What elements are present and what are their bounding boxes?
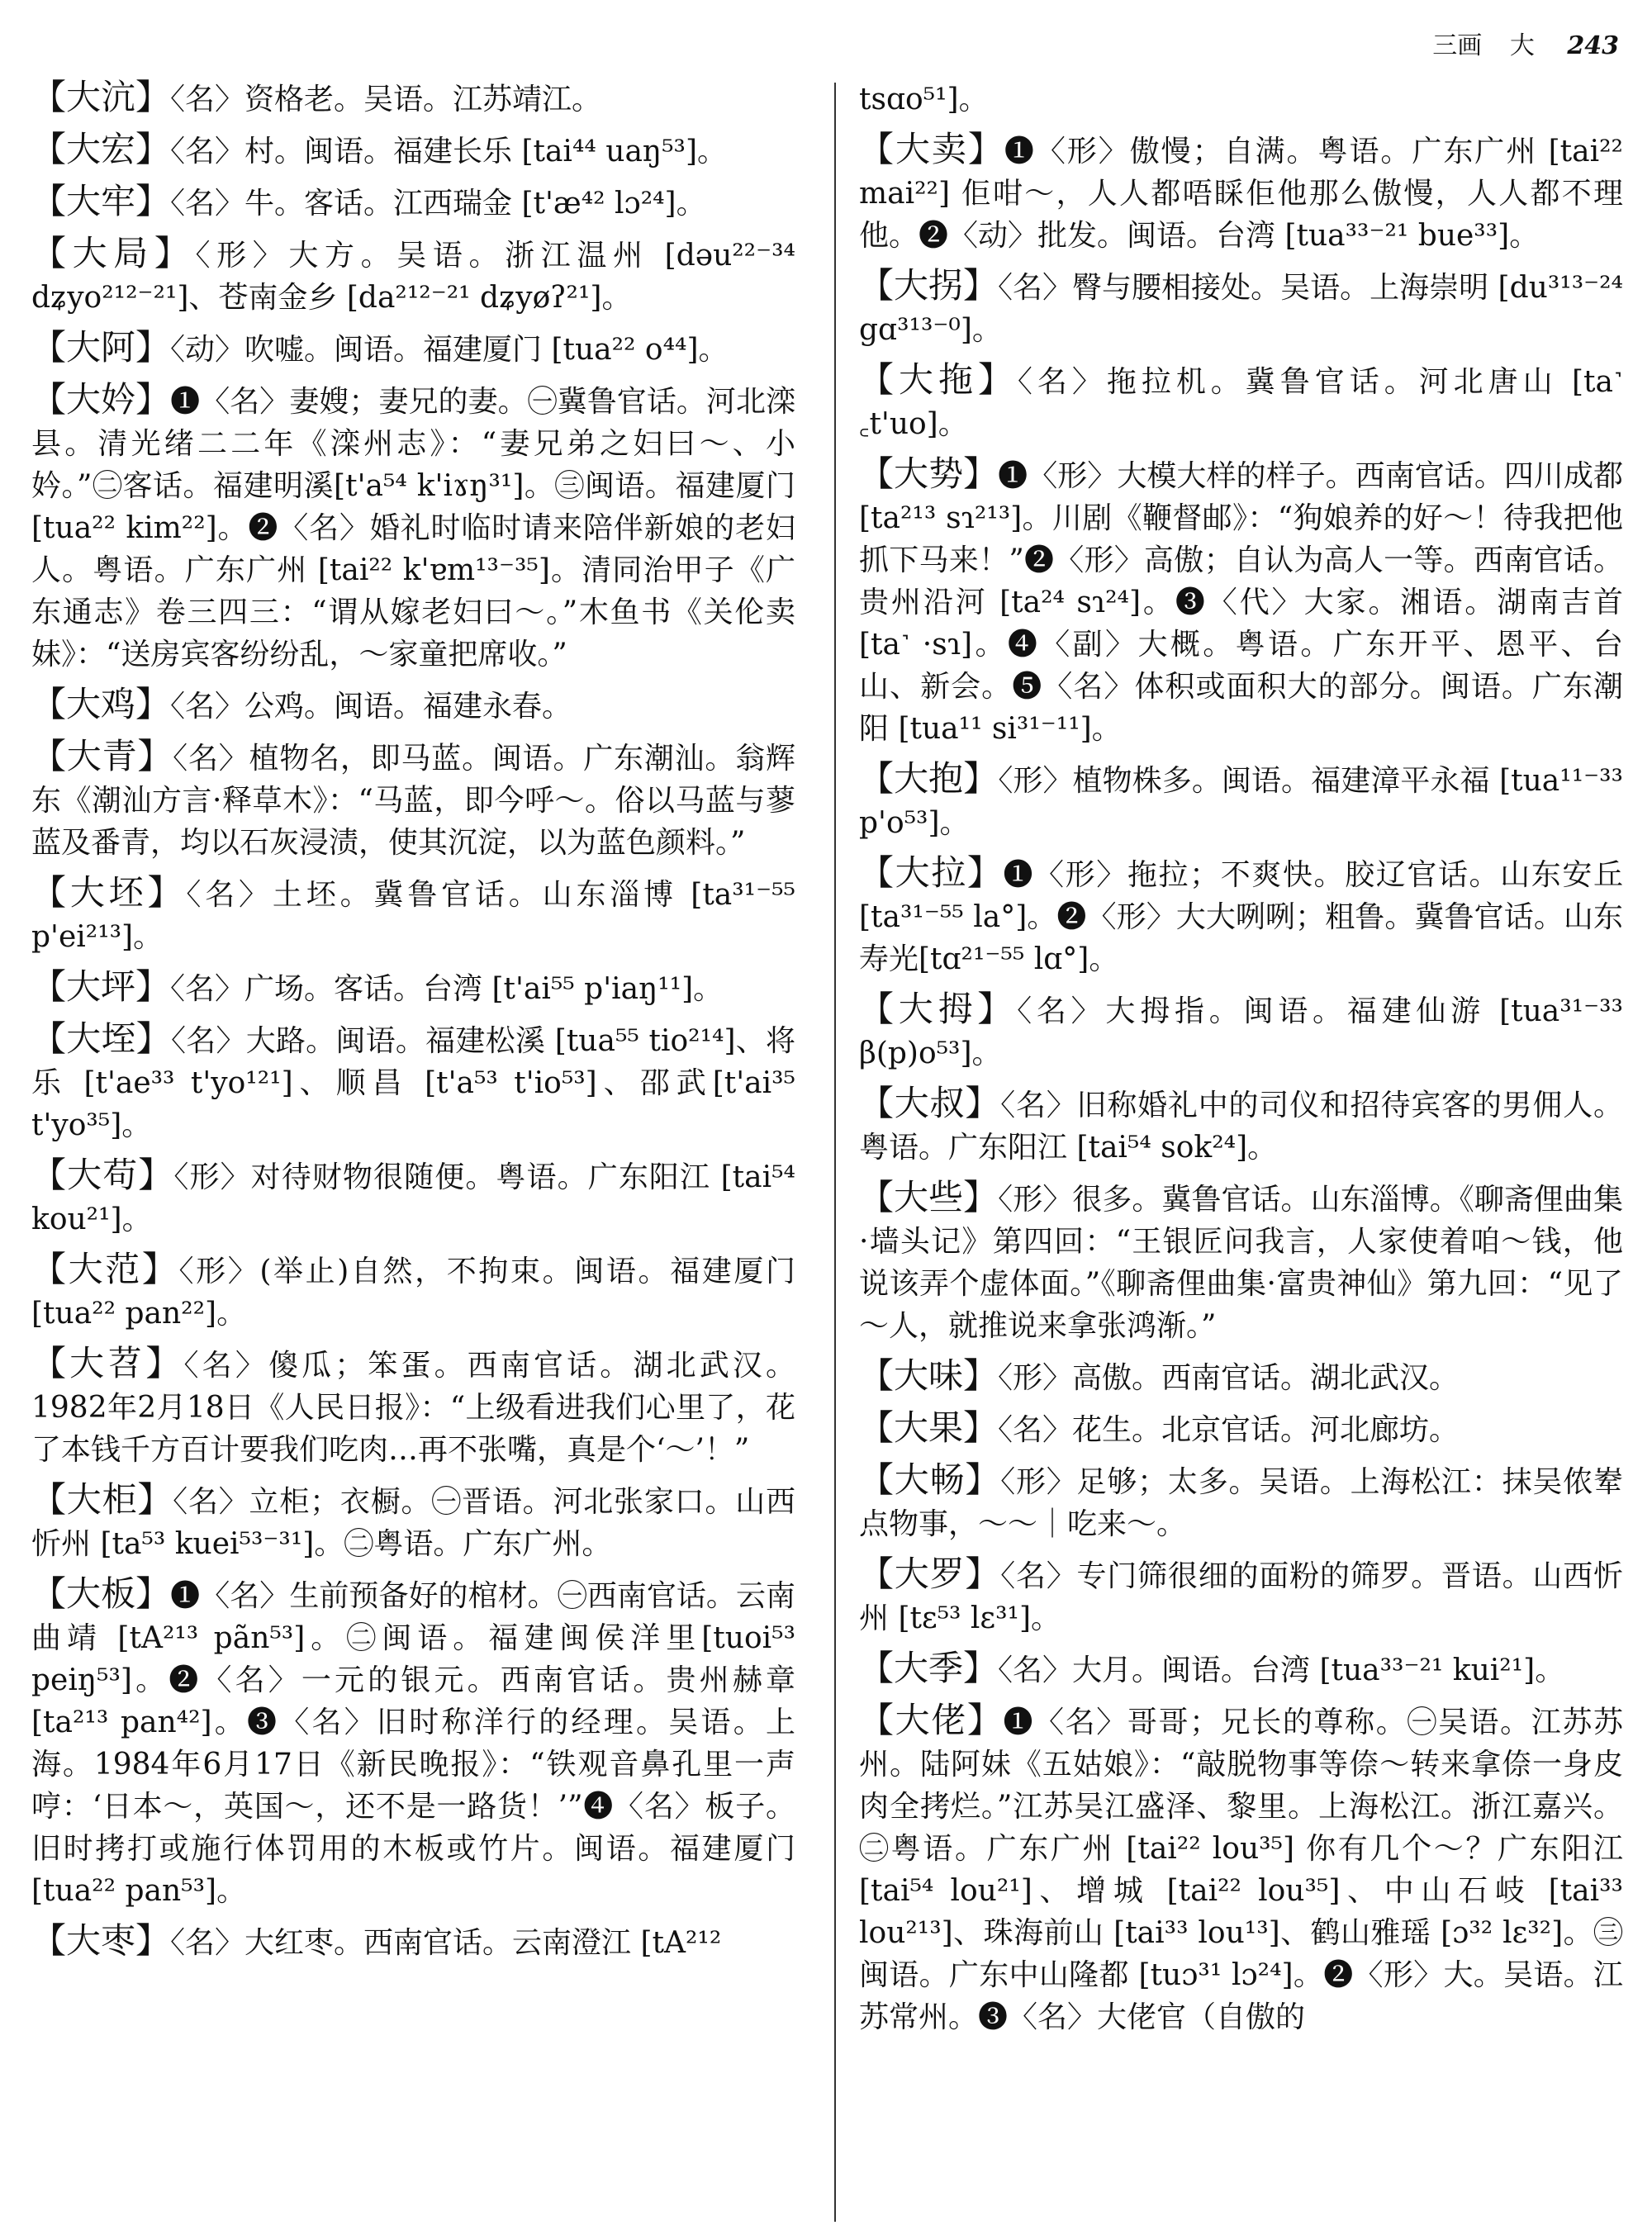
headword: 【大板】 [31,1573,171,1614]
dictionary-entry [859,1407,1623,1451]
headword: 【大范】 [31,1249,179,1289]
dictionary-entry [31,1919,795,1964]
entry-body: 〈名〉土坯。冀鲁官话。山东淄博 [ta³¹⁻⁵⁵ p'ei²¹³]。 [31,878,795,954]
dictionary-entry [859,988,1623,1075]
entry-body: 〈名〉傻瓜；笨蛋。西南官话。湖北武汉。1982年2月18日《人民日报》：“上级看进我们心里了，花了本钱千方百计要我们吃肉…再不张嘴，真是个‘～’！” [31,1349,795,1467]
headword: 【大罗】 [859,1554,1001,1594]
dictionary-entry [31,871,795,958]
headword: 【大坪】 [31,966,171,1007]
running-head [1355,25,1619,58]
dictionary-entry [31,232,795,319]
headword: 【大果】 [859,1407,999,1448]
headword: 【大畅】 [859,1459,1001,1500]
dictionary-entry [859,1647,1623,1691]
headword: 【大味】 [859,1355,999,1396]
headword: 【大垤】 [31,1018,171,1059]
entry-body: ❶〈名〉哥哥；兄长的尊称。㊀吴语。江苏苏州。陆阿妹《五姑娘》：“敲脱物事等倷～转来拿倷一身皮肉全拷烂。”江苏吴江盛泽、黎里。上海松江。浙江嘉兴。㊁粤语。广东广州 [tai²² lou³⁵] 你有几个～？广东阳江 [tai⁵⁴ lou²¹]、增城 [tai²² lou³⁵]、中山石岐 [tai³³ lou²¹³]、珠海前山 [tai³³ lou¹³]、鹤山雅瑶 [ɔ³² lɛ³²]。㊂闽语。广东中山隆都 [tuɔ³¹ lɔ²⁴]。❷〈形〉大。吴语。江苏常州。❸〈名〉大佬官（自傲的 [859,1706,1623,2034]
entry-body: 〈名〉旧称婚礼中的司仪和招待宾客的男佣人。粤语。广东阳江 [tai⁵⁴ sok²⁴]。 [859,1089,1623,1165]
dictionary-entry [859,1553,1623,1639]
entry-body: 〈形〉很多。冀鲁官话。山东淄博。《聊斋俚曲集·墙头记》第四回：“王银匠问我言，人家使着咱～钱，他说该弄个虚体面。”《聊斋俚曲集·富贵神仙》第九回：“见了～人，就推说来拿张鸿渐。” [859,1183,1623,1343]
dictionary-entry [31,683,795,728]
headword: 【大些】 [859,1177,999,1217]
dictionary-entry [31,966,795,1010]
headword: 【大牢】 [31,181,171,221]
entry-body: 〈名〉拖拉机。冀鲁官话。河北唐山 [ta˺ ꜀t'uo]。 [859,365,1623,441]
dictionary-entry [31,378,795,676]
headword: 【大佬】 [859,1700,1004,1740]
page-number: 243 [1567,31,1619,60]
headword: 【大拇】 [859,989,1018,1029]
dictionary-entry [31,1248,795,1335]
entry-body: 〈名〉花生。北京官话。河北廊坊。 [998,1413,1460,1447]
headword: 【大抱】 [859,758,999,799]
headword: 【大苟】 [31,1155,174,1195]
entry-body: 〈形〉对待财物很随便。粤语。广东阳江 [tai⁵⁴ kou²¹]。 [31,1160,795,1236]
dictionary-entry [31,735,795,864]
dictionary-entry [31,180,795,225]
radical-char: 大 [1509,31,1535,60]
left-column [31,76,795,1971]
dictionary-entry [859,852,1623,980]
headword: 【大妗】 [31,379,171,420]
dictionary-entry [859,757,1623,844]
dictionary-entry [859,358,1623,445]
dictionary-entry [31,1342,795,1471]
section-label: 三画 [1432,31,1483,60]
headword: 【大卖】 [859,129,1004,169]
headword: 【大拉】 [859,852,1004,893]
dictionary-entry [31,1154,795,1241]
dictionary-entry [859,1459,1623,1545]
right-column [859,76,1623,2046]
headword: 【大沆】 [31,77,171,117]
dictionary-entry [31,1478,795,1565]
entry-body: tsɑo⁵¹]。 [859,83,989,116]
headword: 【大坯】 [31,872,187,913]
headword: 【大枣】 [31,1920,171,1961]
entry-body: 〈名〉大路。闽语。福建松溪 [tua⁵⁵ tio²¹⁴]、将乐 [t'ae³³ t'yo¹²¹]、顺昌 [t'a⁵³ t'io⁵³]、邵武[t'ai³⁵ t'yo³⁵]。 [31,1024,795,1142]
entry-body: ❶〈名〉妻嫂；妻兄的妻。㊀冀鲁官话。河北滦县。清光绪二二年《滦州志》：“妻兄弟之妇曰～、小妗。”㊁客话。福建明溪[t'a⁵⁴ k'iɤŋ³¹]。㊂闽语。福建厦门 [tua²² kim²²]。❷〈名〉婚礼时临时请来陪伴新娘的老妇人。粤语。广东广州 [tai²² k'ɐm¹³⁻³⁵]。清同治甲子《广东通志》卷三四三：“谓从嫁老妇曰～。”木鱼书《关伦卖妹》：“送房宾客纷纷乱，～家童把席收。” [31,385,795,671]
headword: 【大鸡】 [31,684,171,724]
entry-body: ❶〈名〉生前预备好的棺材。㊀西南官话。云南曲靖 [tA²¹³ pãn⁵³]。㊁闽语。福建闽侯洋里[tuoi⁵³ peiŋ⁵³]。❷〈名〉一元的银元。西南官话。贵州赫章 [ta²¹³ pan⁴²]。❸〈名〉旧时称洋行的经理。吴语。上海。1984年6月17日《新民晚报》：“铁观音鼻孔里一声哼：‘日本～，英国～，还不是一路货！’”❹〈名〉板子。旧时拷打或施行体罚用的木板或竹片。闽语。福建厦门 [tua²² pan⁵³]。 [31,1579,795,1908]
dictionary-entry [859,453,1623,750]
entry-body: 〈形〉植物株多。闽语。福建漳平永福 [tua¹¹⁻³³ p'o⁵³]。 [859,764,1623,840]
column-divider [834,83,836,2222]
entry-body: 〈形〉足够；太多。吴语。上海松江：抹吴侬𪨶点物事，～～｜吃来～。 [859,1465,1623,1541]
entry-body: 〈名〉公鸡。闽语。福建永春。 [170,690,572,724]
entry-body: 〈名〉资格老。吴语。江苏靖江。 [170,83,602,116]
entry-body: 〈形〉(举止)自然，不拘束。闽语。福建厦门 [tua²² pan²²]。 [31,1255,795,1331]
dictionary-entry [31,326,795,371]
entry-body: 〈名〉村。闽语。福建长乐 [tai⁴⁴ uaŋ⁵³]。 [170,135,727,168]
headword: 【大叔】 [859,1083,1001,1123]
entry-body: ❶〈形〉拖拉；不爽快。胶辽官话。山东安丘 [ta³¹⁻⁵⁵ la°]。❷〈形〉大大咧咧；粗鲁。冀鲁官话。山东寿光[tɑ²¹⁻⁵⁵ lɑ°]。 [859,858,1623,976]
entry-body: 〈名〉臀与腰相接处。吴语。上海崇明 [du³¹³⁻²⁴ gɑ³¹³⁻⁰]。 [859,271,1623,347]
entry-body: 〈名〉广场。客话。台湾 [t'ai⁵⁵ p'iaŋ¹¹]。 [170,972,724,1006]
dictionary-entry [859,76,1623,121]
headword: 【大苕】 [31,1343,184,1383]
entry-body: 〈名〉立柜；衣橱。㊀晋语。河北张家口。山西忻州 [ta⁵³ kuei⁵³⁻³¹]。㊁粤语。广东广州。 [31,1485,795,1561]
entry-body: 〈名〉大拇指。闽语。福建仙游 [tua³¹⁻³³ β(p)o⁵³]。 [859,994,1623,1070]
entry-body: 〈形〉高傲。西南官话。湖北武汉。 [998,1361,1460,1395]
entry-body: 〈名〉大红枣。西南官话。云南澄江 [tA²¹² [170,1926,722,1960]
dictionary-entry [31,76,795,121]
dictionary-entry [31,128,795,173]
headword: 【大拐】 [859,265,999,306]
entry-body: 〈名〉大月。闽语。台湾 [tua³³⁻²¹ kui²¹]。 [998,1654,1565,1687]
entry-body: 〈名〉专门筛很细的面粉的筛罗。晋语。山西忻州 [tɛ⁵³ lɛ³¹]。 [859,1559,1623,1635]
headword: 【大拖】 [859,359,1018,400]
entry-body: 〈动〉吹嘘。闽语。福建厦门 [tua²² o⁴⁴]。 [170,333,729,367]
headword: 【大阿】 [31,327,171,368]
headword: 【大势】 [859,453,999,494]
dictionary-entry [859,1176,1623,1347]
dictionary-entry [859,128,1623,257]
dictionary-entry [859,1355,1623,1399]
dictionary-entry [31,1018,795,1146]
headword: 【大青】 [31,736,173,776]
headword: 【大宏】 [31,129,171,169]
dictionary-entry [859,264,1623,351]
entry-body: 〈形〉大方。吴语。浙江温州 [dəu²²⁻³⁴ dʑyo²¹²⁻²¹]、苍南金乡 [da²¹²⁻²¹ dʑyøʔ²¹]。 [31,239,795,315]
dictionary-entry [859,1082,1623,1169]
entry-body: ❶〈形〉傲慢；自满。粤语。广东广州 [tai²² mai²²] 佢咁～，人人都唔睬佢他那么傲慢，人人都不理他。❷〈动〉批发。闽语。台湾 [tua³³⁻²¹ bue³³]。 [859,135,1623,253]
headword: 【大柜】 [31,1479,173,1520]
entry-body: 〈名〉植物名，即马蓝。闽语。广东潮汕。翁辉东《潮汕方言·释草木》：“马蓝，即今呼～。俗以马蓝与蓼蓝及番青，均以石灰浸渍，使其沉淀，以为蓝色颜料。” [31,742,795,860]
dictionary-entry [859,1699,1623,2038]
dictionary-entry [31,1573,795,1912]
entry-body: ❶〈形〉大模大样的样子。西南官话。四川成都 [ta²¹³ sɿ²¹³]。川剧《鞭督邮》：“狗娘养的好～！待我把他抓下马来！”❷〈形〉高傲；自认为高人一等。西南官话。贵州沿河 [ta²⁴ sɿ²⁴]。❸〈代〉大家。湘语。湖南吉首[ta˺ ·sɿ]。❹〈副〉大概。粤语。广东开平、恩平、台山、新会。❺〈名〉体积或面积大的部分。闽语。广东潮阳 [tua¹¹ si³¹⁻¹¹]。 [859,459,1623,746]
headword: 【大局】 [31,233,196,273]
entry-body: 〈名〉牛。客话。江西瑞金 [t'æ⁴² lɔ²⁴]。 [170,187,706,221]
headword: 【大季】 [859,1648,999,1688]
